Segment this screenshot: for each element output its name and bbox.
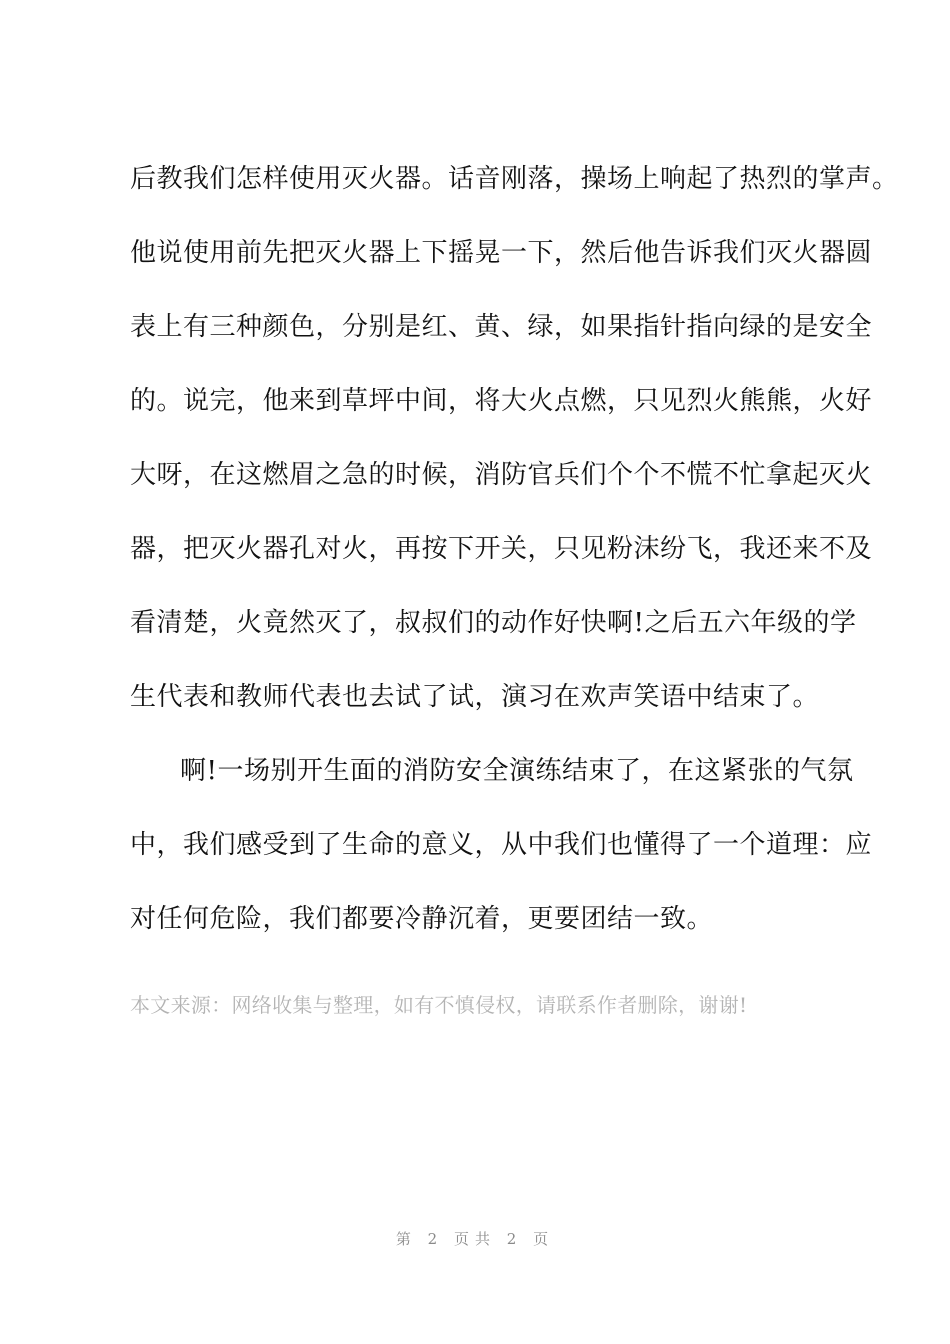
paragraph-line: 对任何危险，我们都要冷静沉着，更要团结一致。	[130, 904, 714, 934]
paragraph-line: 他说使用前先把灭火器上下摇晃一下，然后他告诉我们灭火器圆	[130, 238, 873, 268]
paragraph-line: 后教我们怎样使用灭火器。话音刚落，操场上响起了热烈的掌声。	[130, 164, 899, 194]
paragraph-line: 啊!一场别开生面的消防安全演练结束了，在这紧张的气氛	[180, 756, 854, 786]
paragraph-line: 大呀，在这燃眉之急的时候，消防官兵们个个不慌不忙拿起灭火	[130, 460, 873, 490]
page-footer: 第 2 页共 2 页	[395, 1230, 555, 1248]
body-text	[130, 164, 899, 980]
paragraph-line: 表上有三种颜色，分别是红、黄、绿，如果指针指向绿的是安全	[130, 312, 873, 342]
paragraph-line: 器，把灭火器孔对火，再按下开关，只见粉沫纷飞，我还来不及	[130, 534, 873, 564]
paragraph-line: 生代表和教师代表也去试了试，演习在欢声笑语中结束了。	[130, 682, 820, 712]
paragraph-line: 中，我们感受到了生命的意义，从中我们也懂得了一个道理：应	[130, 830, 873, 860]
paragraph-line: 的。说完，他来到草坪中间，将大火点燃，只见烈火熊熊，火好	[130, 386, 873, 416]
paragraph-line: 看清楚，火竟然灭了，叔叔们的动作好快啊!之后五六年级的学	[130, 608, 857, 638]
source-note: 本文来源：网络收集与整理，如有不慎侵权，请联系作者删除，谢谢!	[130, 993, 748, 1017]
